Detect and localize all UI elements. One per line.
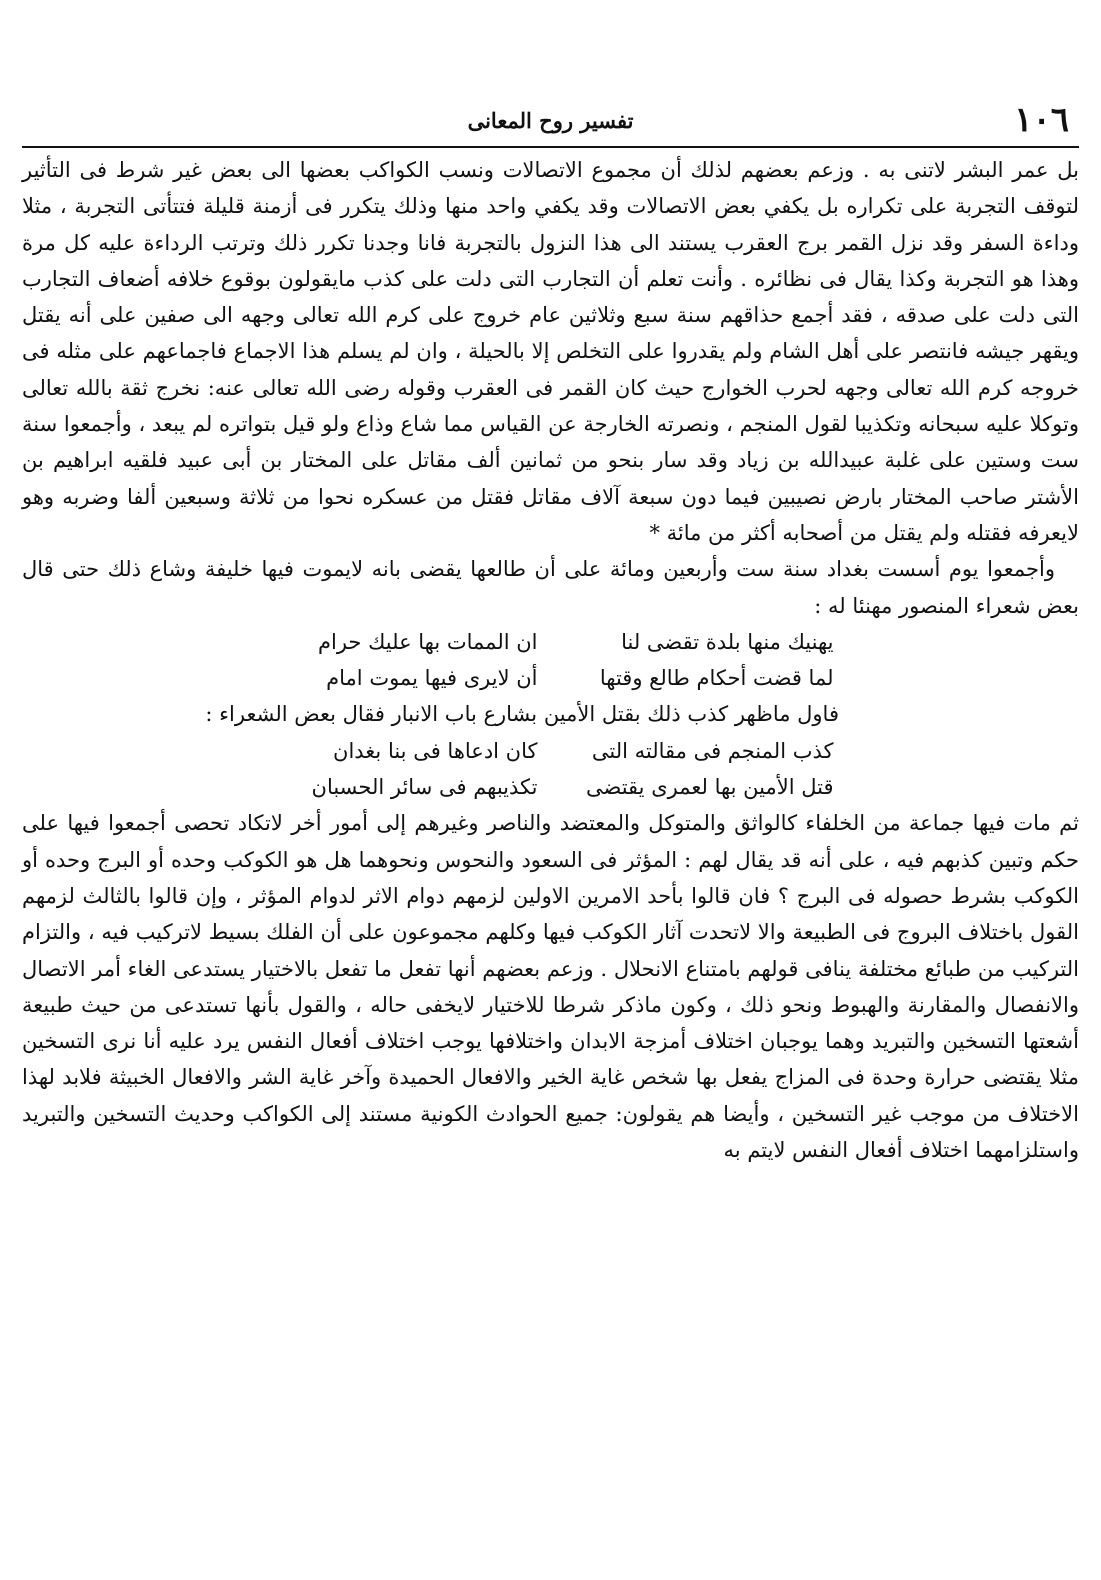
poem-block	[22, 733, 1079, 806]
paragraph: بل عمر البشر لاتنى به . وزعم بعضهم لذلك أن مجموع الاتصالات ونسب الكواكب بعضها الى بعض غير شرط فى التأثير لتوقف التجربة على تكراره بل يكفي بعض الاتصالات وقد يكفي واحد منها وذلك يتكرر فى أزمنة قليلة فتتأتى التجربة ، مثلا وداءة السفر وقد نزل القمر برج العقرب يستند الى هذا النزول بالتجربة فانا وجدنا تكرر ذلك وترتب الرداءة عليه كل مرة وهذا هو التجربة وكذا يقال فى نظائره . وأنت تعلم أن التجارب التى دلت على كذب مايقولون بوقوع خلافه أضعاف التجارب التى دلت على صدقه ، فقد أجمع حذاقهم سنة سبع وثلاثين عام خروج على كرم الله تعالى وجهه الى صفين على أنه يقتل ويقهر جيشه فانتصر على أهل الشام ولم يقدروا على التخلص إلا بالحيلة ، وان لم يسلم هذا الاجماع فاجماعهم على مثله فى خروجه كرم الله تعالى وجهه لحرب الخوارج حيث كان القمر فى العقرب وقوله رضى الله تعالى عنه: نخرج ثقة بالله تعالى وتوكلا عليه سبحانه وتكذيبا لقول المنجم ، ونصرته الخارجة عن القياس مما شاع وذاع ولو قيل بتواتره لم يبعد ، وأجمعوا سنة ست وستين على غلبة عبيدالله بن زياد وقد سار بنحو من ثمانين ألف مقاتل على المختار بن أبى عبيد فلقيه ابراهيم بن الأشتر صاحب المختار بارض نصيبين فيما دون سبعة آلاف مقاتل فقتل من عسكره نحوا من ثلاثة وسبعين ألفا وضربه وهو لايعرفه فقتله ولم يقتل من أصحابه أكثر من مائة *	[22, 158, 1079, 545]
verse-second-hemistich: أن لايرى فيها يموت امام	[326, 666, 538, 691]
page-number: ١٠٦	[1014, 100, 1069, 140]
poem-block	[22, 624, 1079, 697]
verse-line	[22, 660, 1079, 696]
paragraph: وأجمعوا يوم أسست بغداد سنة ست وأربعين ومائة على أن طالعها يقضى بانه لايموت فيها خليفة وشاع ذلك حتى قال بعض شعراء المنصور مهنئا له :	[22, 557, 1079, 618]
verse-line	[22, 624, 1079, 660]
verse-second-hemistich: كان ادعاها فى بنا بغدان	[333, 738, 538, 763]
verse-first-hemistich: يهنيك منها بلدة تقضى لنا	[621, 629, 834, 654]
paragraph: ثم مات فيها جماعة من الخلفاء كالواثق والمتوكل والمعتضد والناصر وغيرهم إلى أمور أخر لاتكاد تحصى أجمعوا فيها على حكم وتبين كذبهم فيه ، على أنه قد يقال لهم : المؤثر فى السعود والنحوس ونحوهما هل هو الكوكب وحده أو البرج وحده أو الكوكب بشرط حصوله فى البرج ؟ فان قالوا بأحد الامرين الاولين لزمهم دوام الاثر لدوام المؤثر ، وإن قالوا بالثالث لزمهم القول باختلاف البروج فى الطبيعة والا لاتحدت آثار الكوكب فيها وكلهم مجموعون على أن الفلك بسيط لاتركيب فيه ، والتزام التركيب من طبائع مختلفة ينافى قولهم بامتناع الانحلال . وزعم بعضهم أنها تفعل ما تفعل بالاختيار يستدعى الغاء أمر الاتصال والانفصال والمقارنة والهبوط ونحو ذلك ، وكون ماذكر شرطا للاختيار لايخفى حاله ، والقول بأنها تستدعى من حيث طبيعة أشعتها التسخين والتبريد وهما يوجبان اختلاف أمزجة الابدان واختلافها يوجب اختلاف أفعال النفس يرد عليه أنا نرى التسخين مثلا يقتضى حرارة وحدة فى المزاج يفعل بها شخص غاية الخير والافعال الحميدة وآخر غاية الشر والافعال الخبيثة فلابد لهذا الاختلاف من موجب غير التسخين ، وأيضا هم يقولون: جميع الحوادث الكونية مستند إلى الكواكب وحديث التسخين والتبريد واستلزامهما اختلاف أفعال النفس لايتم به	[22, 811, 1079, 1163]
verse-second-hemistich: تكذيبهم فى سائر الحسبان	[311, 775, 538, 800]
verse-line	[22, 769, 1079, 805]
verse-first-hemistich: قتل الأمين بها لعمرى يقتضى	[586, 775, 834, 800]
interlude-line: فاول ماظهر كذب ذلك بقتل الأمين بشارع باب الانبار فقال بعض الشعراء :	[205, 702, 839, 727]
page-header	[22, 96, 1079, 148]
verse-first-hemistich: كذب المنجم فى مقالته التى	[591, 738, 834, 763]
verse-line	[22, 733, 1079, 769]
verse-first-hemistich: لما قضت أحكام طالع وقتها	[599, 666, 834, 691]
running-title: تفسير روح المعانى	[467, 108, 634, 133]
verse-second-hemistich: ان الممات بها عليك حرام	[318, 629, 538, 654]
page-body	[22, 152, 1079, 1168]
